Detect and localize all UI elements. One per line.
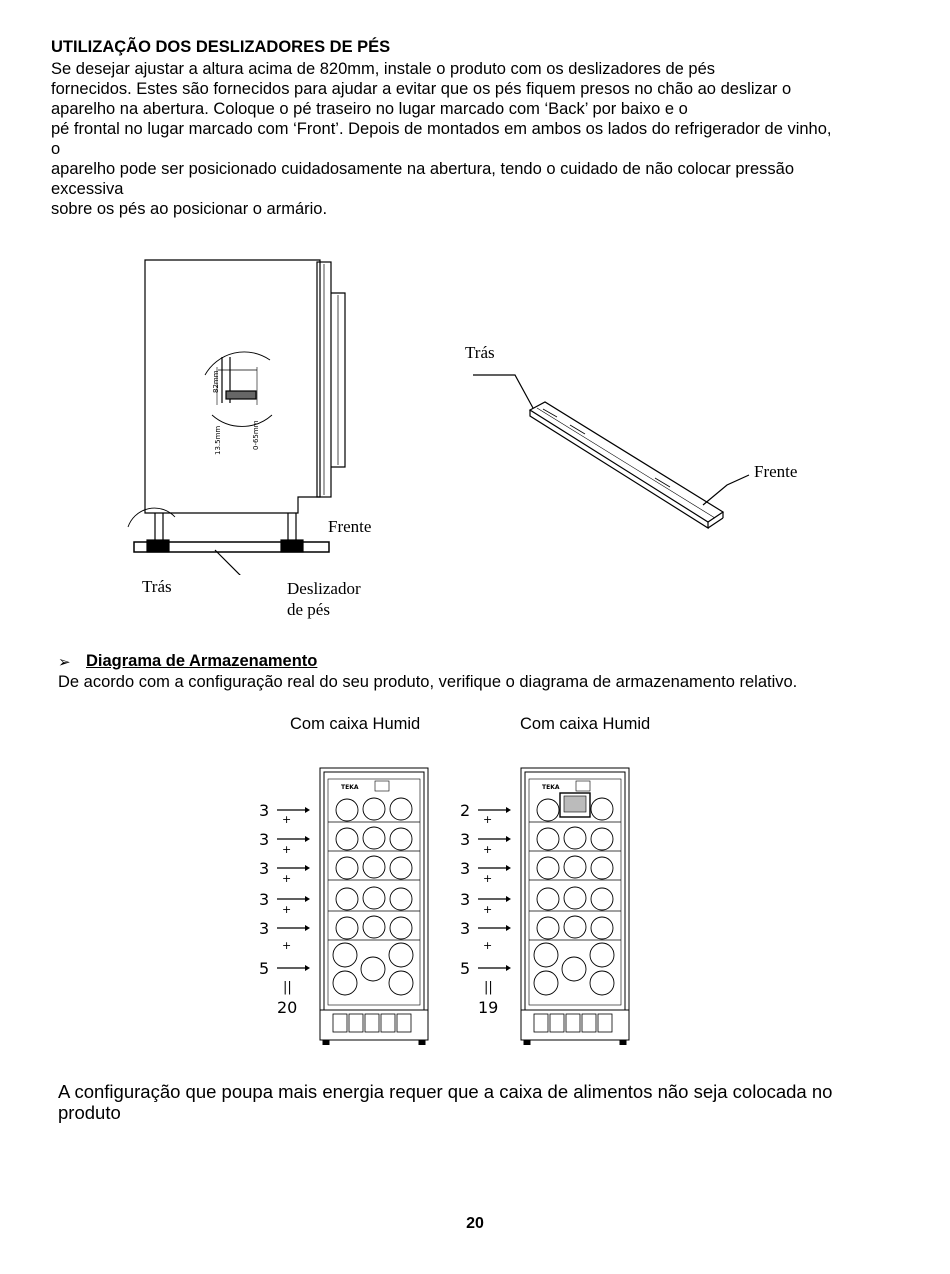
dim-0-65-label: 0-65mm: [252, 420, 260, 450]
storage-diagram-title: Diagrama de Armazenamento: [86, 652, 318, 670]
shelf-count: 3: [460, 919, 471, 938]
right-wine-fridge-diagram: [456, 765, 641, 1045]
plus-sign: +: [483, 872, 493, 885]
slider-front-label: Frente: [754, 462, 798, 481]
total-count: 19: [478, 998, 499, 1017]
storage-diagram-description: De acordo com a configuração real do seu produto, verifique o diagrama de armazenamento relativo.: [58, 673, 798, 691]
plus-sign: +: [282, 813, 292, 826]
front-label: Frente: [328, 517, 372, 536]
shelf-count: 3: [460, 830, 471, 849]
dim-82-label: 82mm: [212, 370, 220, 393]
plus-sign: +: [483, 843, 493, 856]
footer-note: A configuração que poupa mais energia requer que a caixa de alimentos não seja colocada no produto: [58, 1081, 833, 1123]
paragraph-line: aparelho na abertura. Coloque o pé traseiro no lugar marcado com ‘Back’ por baixo e o: [51, 100, 688, 118]
plus-sign: +: [282, 939, 292, 952]
plus-sign: +: [483, 939, 493, 952]
paragraph-line: Se desejar ajustar a altura acima de 820mm, instale o produto com os deslizadores de pés: [51, 60, 716, 78]
slider-label-line2: de pés: [287, 600, 330, 619]
shelf-count: 5: [259, 959, 270, 978]
shelf-count: 5: [460, 959, 471, 978]
brand-logo: TEKA: [542, 784, 560, 791]
left-fridge-caption: Com caixa Humid: [290, 715, 421, 733]
plus-sign: +: [282, 872, 292, 885]
plus-sign: +: [282, 903, 292, 916]
shelf-count: 3: [259, 890, 270, 909]
foot-slider-isometric-figure: [465, 360, 765, 530]
section-title: UTILIZAÇÃO DOS DESLIZADORES DE PÉS: [51, 38, 391, 56]
shelf-count: 3: [259, 830, 270, 849]
paragraph-line: aparelho pode ser posicionado cuidadosamente na abertura, tendo o cuidado de não colocar pressão: [51, 160, 795, 178]
slider-back-label: Trás: [465, 343, 495, 362]
paragraph-line: sobre os pés ao posicionar o armário.: [51, 200, 328, 218]
plus-sign: +: [483, 813, 493, 826]
equals-sign: ||: [283, 980, 292, 995]
left-wine-fridge-diagram: [255, 765, 440, 1045]
paragraph-line: o: [51, 140, 61, 158]
paragraph-line: excessiva: [51, 180, 124, 198]
shelf-count: 3: [259, 919, 270, 938]
paragraph-line: pé frontal no lugar marcado com ‘Front’. Depois de montados em ambos os lados do refrigerador de vinho,: [51, 120, 832, 138]
plus-sign: +: [282, 843, 292, 856]
shelf-count: 3: [259, 859, 270, 878]
dim-13-5-label: 13.5mm: [214, 425, 222, 455]
equals-sign: ||: [484, 980, 493, 995]
page-number: 20: [466, 1215, 484, 1232]
right-fridge-caption: Com caixa Humid: [520, 715, 651, 733]
shelf-count: 2: [460, 801, 471, 820]
shelf-count: 3: [460, 859, 471, 878]
shelf-count: 3: [460, 890, 471, 909]
back-label: Trás: [142, 577, 172, 596]
total-count: 20: [277, 998, 298, 1017]
bullet-arrow-icon: ➢: [58, 654, 71, 671]
plus-sign: +: [483, 903, 493, 916]
shelf-count: 3: [259, 801, 270, 820]
brand-logo: TEKA: [341, 784, 359, 791]
paragraph-line: fornecidos. Estes são fornecidos para ajudar a evitar que os pés fiquem presos no chão ao deslizar o: [51, 80, 792, 98]
slider-label-line1: Deslizador: [287, 579, 361, 598]
